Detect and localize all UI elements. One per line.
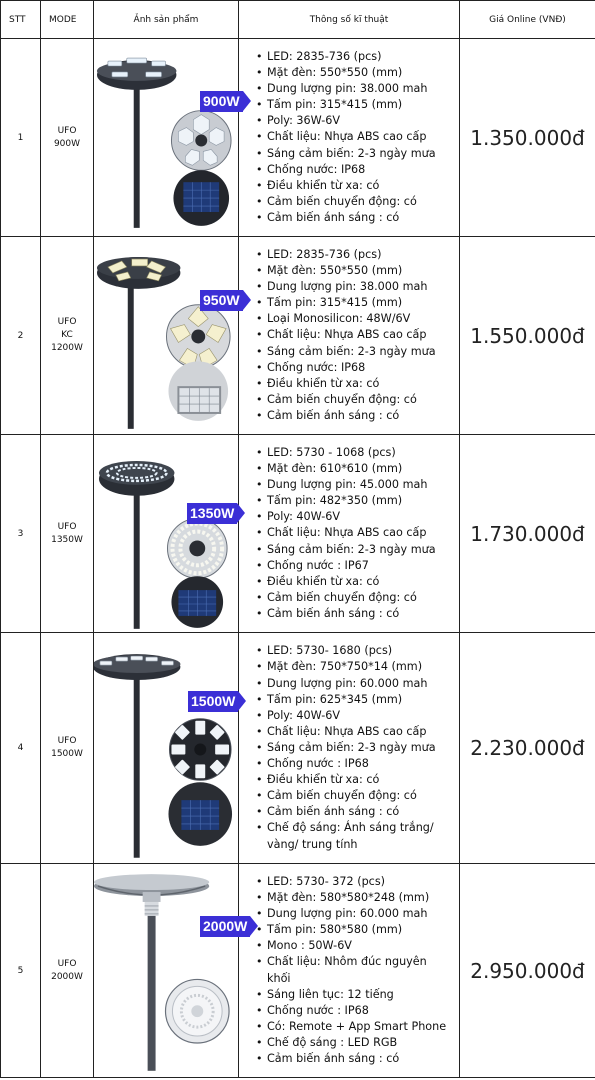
spec-item: • Điều khiển từ xa: có (267, 772, 459, 788)
spec-item: • Chế độ sáng : LED RGB (267, 1035, 459, 1051)
spec-item: • Chống nước : IP68 (267, 756, 459, 772)
spec-item: • Chống nước: IP68 (267, 360, 459, 376)
spec-item: • LED: 2835-736 (pcs) (267, 247, 459, 263)
mode-line: 1200W (51, 343, 83, 353)
spec-item: • Chất liệu: Nhựa ABS cao cấp (267, 724, 459, 740)
price-value: 2.950.000đ (460, 864, 595, 1078)
spec-item: • Sáng cảm biến: 2-3 ngày mưa (267, 740, 459, 756)
row-mode (41, 633, 94, 864)
row-mode (41, 435, 94, 633)
row-stt: 2 (1, 237, 41, 435)
spec-item: • Poly: 40W-6V (267, 509, 459, 525)
spec-item: • Cảm biến chuyển động: có (267, 788, 459, 804)
spec-item: • Mặt đèn: 750*750*14 (mm) (267, 659, 459, 675)
product-image (94, 39, 238, 236)
spec-item: • Điều khiển từ xa: có (267, 178, 459, 194)
row-stt: 5 (1, 864, 41, 1078)
product-image-cell (94, 39, 239, 237)
spec-item: • Chất liệu: Nhôm đúc nguyên khối (267, 954, 459, 986)
row-stt: 4 (1, 633, 41, 864)
spec-item: • Cảm biến ánh sáng : có (267, 606, 459, 622)
header-image: Ảnh sản phẩm (94, 1, 239, 39)
price-value: 2.230.000đ (460, 633, 595, 864)
header-specs: Thông số kĩ thuật (239, 1, 460, 39)
wattage-badge: 950W (200, 290, 243, 311)
specs-cell (239, 435, 460, 633)
spec-item: • Dung lượng pin: 60.000 mah (267, 906, 459, 922)
spec-item: • Chống nước: IP68 (267, 162, 459, 178)
header-mode: MODE (41, 1, 94, 39)
spec-item: • Cảm biến ánh sáng : có (267, 408, 459, 424)
table-row (1, 864, 595, 1078)
product-image-cell (94, 435, 239, 633)
row-mode (41, 864, 94, 1078)
spec-item: • Chất liệu: Nhựa ABS cao cấp (267, 525, 459, 541)
specs-cell (239, 39, 460, 237)
spec-item: • Dung lượng pin: 60.000 mah (267, 676, 459, 692)
spec-item: • Tấm pin: 482*350 (mm) (267, 493, 459, 509)
spec-item: • LED: 5730- 1680 (pcs) (267, 643, 459, 659)
spec-item: • Chống nước : IP68 (267, 1003, 459, 1019)
price-value: 1.350.000đ (460, 39, 595, 237)
mode-line: UFO (57, 958, 77, 969)
spec-item: • Mặt đèn: 580*580*248 (mm) (267, 890, 459, 906)
spec-item: • Cảm biến chuyển động: có (267, 392, 459, 408)
spec-item: • Cảm biến chuyển động: có (267, 590, 459, 606)
spec-item: • Chế độ sáng: Ánh sáng trắng/ vàng/ trung tính (267, 820, 459, 852)
product-image-cell (94, 633, 239, 864)
spec-item: • Dung lượng pin: 38.000 mah (267, 81, 459, 97)
row-stt: 1 (1, 39, 41, 237)
product-image-cell (94, 864, 248, 1078)
table-row (1, 633, 595, 864)
table-row (1, 435, 595, 633)
header-price: Giá Online (VNĐ) (460, 1, 595, 39)
product-image (94, 435, 238, 632)
spec-item: • Điều khiển từ xa: có (267, 574, 459, 590)
spec-item: • LED: 5730- 372 (pcs) (267, 874, 459, 890)
table-row (1, 39, 595, 237)
mode-line: UFO (57, 317, 77, 327)
spec-item: • Điều khiển từ xa: có (267, 376, 459, 392)
table-row (1, 237, 595, 435)
spec-item: • Dung lượng pin: 38.000 mah (267, 279, 459, 295)
spec-item: • Mặt đèn: 610*610 (mm) (267, 461, 459, 477)
price-value: 1.730.000đ (460, 435, 595, 633)
wattage-badge: 900W (200, 91, 243, 112)
product-image (94, 237, 238, 434)
product-image-cell (94, 237, 239, 435)
spec-item: • Tấm pin: 625*345 (mm) (267, 692, 459, 708)
wattage-badge: 1500W (188, 691, 238, 712)
spec-item: • Cảm biến ánh sáng : có (267, 210, 459, 226)
spec-item: • Mono : 50W-6V (267, 938, 459, 954)
mode-line: KC (61, 330, 73, 340)
spec-item: • LED: 5730 - 1068 (pcs) (267, 445, 459, 461)
specs-list (239, 445, 459, 622)
spec-item: • Tấm pin: 315*415 (mm) (267, 295, 459, 311)
spec-item: • Poly: 40W-6V (267, 708, 459, 724)
mode-line: UFO (57, 125, 77, 136)
spec-item: • Sáng liên tục: 12 tiếng (267, 987, 459, 1003)
specs-list (239, 49, 459, 226)
spec-item: • Cảm biến chuyển động: có (267, 194, 459, 210)
spec-item: • Chống nước : IP67 (267, 558, 459, 574)
row-mode (41, 39, 94, 237)
product-image (94, 864, 238, 1077)
price-value: 1.550.000đ (460, 237, 595, 435)
spec-item: • Dung lượng pin: 45.000 mah (267, 477, 459, 493)
spec-item: • Chất liệu: Nhựa ABS cao cấp (267, 129, 459, 145)
product-image (94, 633, 238, 863)
specs-list (239, 247, 459, 424)
spec-item: • Sáng cảm biến: 2-3 ngày mưa (267, 542, 459, 558)
mode-line: UFO (57, 521, 77, 532)
spec-item: • Poly: 36W-6V (267, 113, 459, 129)
spec-item: • LED: 2835-736 (pcs) (267, 49, 459, 65)
wattage-badge: 2000W (200, 916, 250, 937)
mode-line: 900W (53, 138, 81, 149)
spec-item: • Sáng cảm biến: 2-3 ngày mưa (267, 344, 459, 360)
spec-item: • Mặt đèn: 550*550 (mm) (267, 65, 459, 81)
specs-cell (239, 864, 460, 1078)
specs-cell (239, 237, 460, 435)
specs-list (239, 874, 459, 1067)
row-mode (41, 237, 94, 435)
spec-item: • Loại Monosilicon: 48W/6V (267, 311, 459, 327)
row-stt: 3 (1, 435, 41, 633)
mode-line: 1500W (51, 749, 83, 759)
spec-item: • Mặt đèn: 550*550 (mm) (267, 263, 459, 279)
spec-item: • Cảm biến ánh sáng : có (267, 804, 459, 820)
spec-item: • Tấm pin: 580*580 (mm) (267, 922, 459, 938)
specs-cell (239, 633, 460, 864)
header-stt: STT (1, 1, 41, 39)
spec-item: • Sáng cảm biến: 2-3 ngày mưa (267, 146, 459, 162)
wattage-badge: 1350W (187, 503, 237, 524)
header-row (1, 1, 595, 39)
spec-item: • Chất liệu: Nhựa ABS cao cấp (267, 327, 459, 343)
mode-line: UFO (57, 736, 77, 746)
mode-line: 2000W (51, 971, 83, 982)
specs-list (239, 643, 459, 852)
mode-line: 1350W (51, 534, 83, 545)
spec-item: • Tấm pin: 315*415 (mm) (267, 97, 459, 113)
spec-item: • Có: Remote + App Smart Phone (267, 1019, 459, 1035)
spec-item: • Cảm biến ánh sáng : có (267, 1051, 459, 1067)
